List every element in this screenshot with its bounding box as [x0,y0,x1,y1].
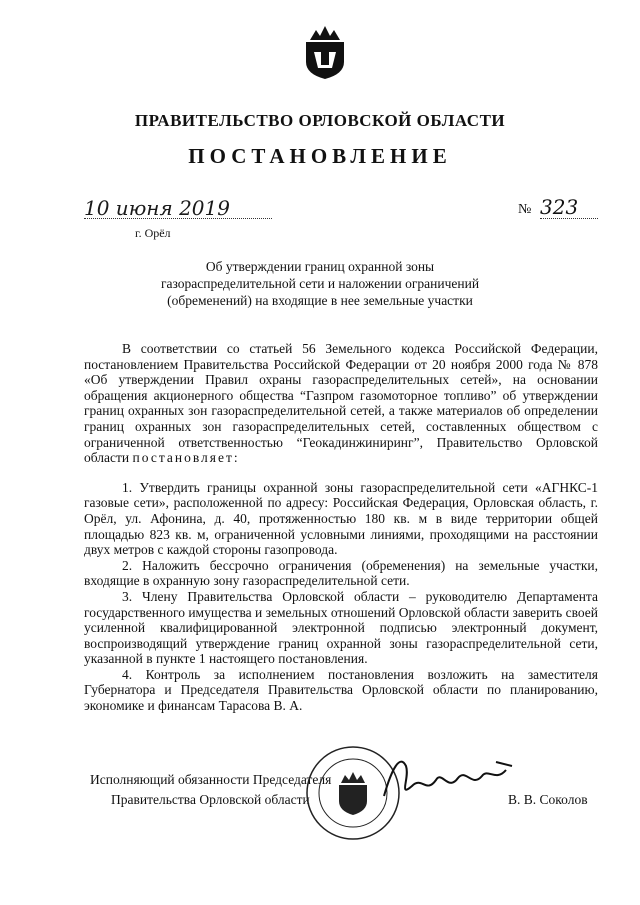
document-number: 323 [540,195,579,219]
coat-of-arms-icon [302,22,348,80]
signer-title-line1: Исполняющий обязанности Председателя [90,772,332,787]
handwritten-signature [378,748,518,806]
intro-paragraph [84,341,598,466]
item-4: 4. Контроль за исполнением постановления возложить на заместителя Губернатора и Председателя Правительства Орловской области по планированию, экономике и финансам Тарасова В. А. [84,666,598,714]
document-title [120,258,520,309]
document-body [84,341,598,714]
document-date: 10 июня 2019 [84,196,230,220]
item-2: 2. Наложить бессрочно ограничения (обременения) на земельные участки, входящие в охранную зону газораспределительной сети. [84,557,598,589]
city: г. Орёл [135,226,171,240]
document-type: ПОСТАНОВЛЕНИЕ [188,144,452,168]
signer-title-line2: Правительства Орловской области [111,792,310,807]
number-underline [540,218,598,219]
item-3: 3. Члену Правительства Орловской области – руководителю Департамента государственного имущества и земельных отношений Орловской области заверить своей усиленной квалифицированной электронной подписью электронный документ, воспроизводящий утверждение границ охранной зоны газораспределительной сети, указанной в пункте 1 настоящего постановления. [84,588,598,667]
title-line: (обременений) на входящие в нее земельные участки [167,293,473,308]
number-sign: № [518,202,532,217]
date-underline [84,218,272,219]
item-1: 1. Утвердить границы охранной зоны газораспределительной сети «АГНКС-1 газовые сети», расположенной по адресу: Российская Федерация, Орловская область, г. Орёл, ул. Афонина, д. 40, протяженностью 180 кв. м в виде территории общей площадью 823 кв. м, ограниченной условными линиями, проходящими на расстоянии двух метров с каждой стороны газопровода. [84,479,598,558]
government-name: ПРАВИТЕЛЬСТВО ОРЛОВСКОЙ ОБЛАСТИ [134,111,506,130]
title-line: Об утверждении границ охранной зоны [205,259,435,274]
intro-verb: постановляет: [132,450,240,466]
signer-name: В. В. Соколов [508,792,588,807]
intro-text: В соответствии со статьей 56 Земельного кодекса Российской Федерации, постановлением Правительства Российской Федерации от 20 ноября 2000 года № 878 «Об утверждении Правил охраны газораспределительных сетей», на основании обращения акционерного общества “Газпром газомоторное топливо” об утверждении границ охранных зон газораспределительной сетей, а также материалов об определении границ охранных зон газораспределительных сетей, составленных обществом с ограниченной ответственностью “Геокадинжиниринг”, Правительство Орловской области [84,341,598,466]
title-line: газораспределительной сети и наложении ограничений [160,276,480,291]
